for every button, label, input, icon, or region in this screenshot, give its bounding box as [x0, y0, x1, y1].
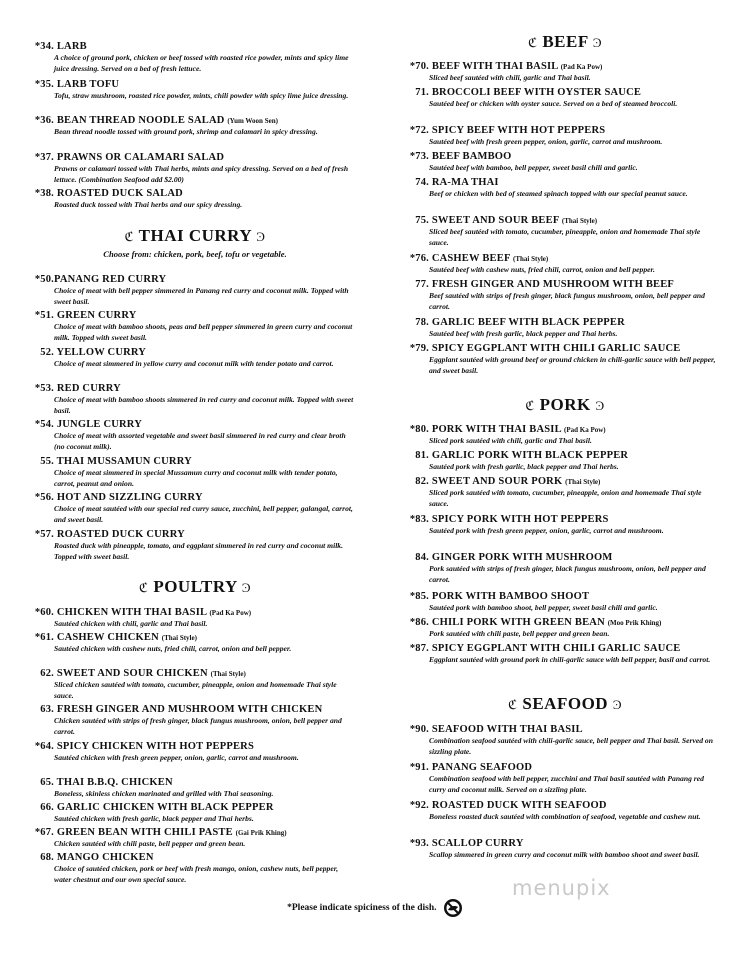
menu-item [30, 456, 360, 489]
section-heading-seafood: ℭ SEAFOOD Ͽ [508, 694, 622, 713]
no-spicy-icon [443, 898, 463, 918]
item-number: 81. [415, 450, 429, 461]
item-number: 65. [40, 777, 54, 788]
section-heading-thai-curry: ℭ THAI CURRY Ͽ [124, 226, 266, 245]
menu-item [30, 529, 360, 562]
item-number: *38. [34, 188, 54, 199]
item-description: A choice of ground pork, chicken or beef tossed with roasted rice powder, mints and spicy lime juice dressing. Served on a bed of fresh lettuce. [54, 53, 349, 73]
menu-item [405, 838, 725, 861]
item-description: Beef or chicken with bed of steamed spinach topped with our special peanut sauce. [429, 189, 688, 198]
item-description: Boneless roasted duck sautéed with combination of seafood, vegetable and cashew nut. [429, 812, 701, 821]
item-note: (Pad Ka Pow) [209, 609, 252, 617]
item-description: Sautéed beef with bamboo, bell pepper, sweet basil chili and garlic. [429, 163, 638, 172]
item-number: *90. [409, 724, 429, 735]
item-number: 71. [415, 87, 429, 98]
ornament-left-icon: ℭ [508, 697, 518, 712]
item-number: 74. [415, 177, 429, 188]
ornament-right-icon: Ͽ [595, 398, 605, 413]
item-description: Chicken sautéed with strips of fresh ginger, black fungus mushroom, onion, bell pepper and carrot. [54, 716, 342, 736]
item-number: *93. [409, 838, 429, 849]
menu-item [405, 800, 725, 823]
item-description: Sliced beef sautéed with chili, garlic and Thai basil. [429, 73, 591, 82]
item-note: (Gai Prik Khing) [235, 829, 287, 837]
item-description: Scallop simmered in green curry and coconut milk with bamboo shoot and sweet basil. [429, 850, 700, 859]
item-number: *54. [34, 419, 54, 430]
item-name: PRAWNS OR CALAMARI SALAD [56, 152, 225, 163]
item-number: 82. [415, 476, 429, 487]
item-number: *37. [34, 152, 54, 163]
item-note: (Pad Ka Pow) [564, 426, 606, 434]
item-name: JUNGLE CURRY [56, 419, 142, 430]
menu-item [30, 383, 360, 416]
item-number: *61. [34, 632, 54, 643]
item-name: SWEET AND SOUR BEEF [431, 215, 560, 226]
item-name: RA-MA THAI [431, 177, 499, 188]
item-number: *50. [34, 274, 54, 285]
item-description: Sautéed beef with cashew nuts, fried chili, carrot, onion and bell pepper. [429, 265, 655, 274]
item-name: PORK WITH THAI BASIL [431, 424, 562, 435]
item-name: BEEF BAMBOO [431, 151, 512, 162]
item-number: *60. [34, 607, 54, 618]
item-description: Eggplant sautéed with ground beef or ground chicken in chili-garlic sauce with bell pepper, and sweet basil. [429, 355, 716, 375]
item-number: 66. [40, 802, 54, 813]
item-description: Sautéed chicken with fresh green pepper, onion, garlic, carrot and mushroom. [54, 753, 299, 762]
ornament-left-icon: ℭ [124, 229, 135, 244]
menu-item [30, 741, 360, 764]
section-subtitle: Choose from: chicken, pork, beef, tofu or vegetable. [103, 249, 287, 259]
item-name: SWEET AND SOUR PORK [431, 476, 563, 487]
item-description: Pork sautéed with chili paste, bell pepper and green bean. [429, 629, 610, 638]
item-number: *80. [409, 424, 429, 435]
item-number: *70. [409, 61, 429, 72]
item-name: BEAN THREAD NOODLE SALAD [56, 115, 225, 126]
item-name: GARLIC CHICKEN WITH BLACK PEPPER [56, 802, 274, 813]
menu-item [405, 61, 725, 84]
ornament-left-icon: ℭ [525, 398, 535, 413]
item-description: Boneless, skinless chicken marinated and grilled with Thai seasoning. [54, 789, 274, 798]
menu-item [405, 643, 725, 666]
item-number: 84. [415, 552, 429, 563]
menu-item [30, 310, 360, 343]
item-name: THAI MUSSAMUN CURRY [56, 456, 192, 467]
menu-item [30, 704, 360, 737]
menu-item [30, 632, 360, 655]
item-description: Sliced pork sautéed with tomato, cucumber, pineapple, onion and homemade Thai style sauce. [429, 488, 702, 508]
item-name: SPICY BEEF WITH HOT PEPPERS [431, 125, 606, 136]
item-name: ROASTED DUCK SALAD [56, 188, 183, 199]
item-description: Pork sautéed with strips of fresh ginger, black fungus mushroom, onion, bell pepper and carrot. [429, 564, 706, 584]
item-description: Sautéed pork with bamboo shoot, bell pepper, sweet basil chili and garlic. [429, 603, 658, 612]
menu-item [405, 514, 725, 537]
menu-item [30, 777, 360, 800]
item-description: Sautéed pork with fresh green pepper, onion, garlic, carrot and mushroom. [429, 526, 664, 535]
menu-item [405, 177, 725, 200]
item-name: CASHEW BEEF [431, 253, 511, 264]
menu-item [405, 279, 725, 312]
menu-item [405, 724, 725, 757]
item-description: Sliced beef sautéed with tomato, cucumber, pineapple, onion and homemade Thai style sauce. [429, 227, 701, 247]
item-note: (Thai Style) [561, 217, 598, 225]
item-description: Sliced chicken sautéed with tomato, cucumber, pineapple, onion and homemade Thai style sauce. [54, 680, 337, 700]
menu-item [405, 617, 725, 640]
menu-item [30, 188, 360, 211]
item-note: (Pad Ka Pow) [560, 63, 603, 71]
menu-item [405, 552, 725, 585]
item-name: GINGER PORK WITH MUSHROOM [431, 552, 613, 563]
item-number: *79. [409, 343, 429, 354]
item-number: *35. [34, 79, 54, 90]
item-name: SEAFOOD WITH THAI BASIL [431, 724, 583, 735]
menu-item [30, 419, 360, 452]
item-name: SPICY PORK WITH HOT PEPPERS [431, 514, 609, 525]
item-name: LARB TOFU [56, 79, 120, 90]
menu-item [405, 87, 725, 110]
menu-item [30, 492, 360, 525]
item-number: *76. [409, 253, 429, 264]
item-name: RED CURRY [56, 383, 121, 394]
item-name: THAI B.B.Q. CHICKEN [56, 777, 173, 788]
item-description: Choice of meat with bamboo shoots, peas and bell pepper simmered in green curry and coconut milk. Topped with sweet basil. [54, 322, 353, 342]
item-number: *83. [409, 514, 429, 525]
item-description: Eggplant sautéed with ground pork in chili-garlic sauce with bell pepper, basil and carrot. [429, 655, 711, 664]
menu-item [405, 215, 725, 248]
item-name: BEEF WITH THAI BASIL [431, 61, 558, 72]
item-name: BROCCOLI BEEF WITH OYSTER SAUCE [431, 87, 642, 98]
menu-item [405, 762, 725, 795]
menu-item [405, 424, 725, 447]
item-name: SPICY EGGPLANT WITH CHILI GARLIC SAUCE [431, 643, 681, 654]
item-name: FRESH GINGER AND MUSHROOM WITH BEEF [431, 279, 675, 290]
item-description: Sliced pork sautéed with chili, garlic and Thai basil. [429, 436, 592, 445]
item-number: *91. [409, 762, 429, 773]
item-number: *57. [34, 529, 54, 540]
item-name: GARLIC PORK WITH BLACK PEPPER [431, 450, 629, 461]
item-name: CASHEW CHICKEN [56, 632, 159, 643]
menu-item [405, 591, 725, 614]
item-number: 77. [415, 279, 429, 290]
item-name: PANANG RED CURRY [54, 274, 167, 285]
menu-item [30, 152, 360, 185]
item-name: SWEET AND SOUR CHICKEN [56, 668, 208, 679]
section-heading-pork: ℭ PORK Ͽ [525, 395, 605, 414]
item-description: Sautéed beef or chicken with oyster sauce. Served on a bed of steamed broccoli. [429, 99, 678, 108]
item-description: Choice of meat simmered in special Mussamun curry and coconut milk with tender potato, carrot, peanut and onion. [54, 468, 338, 488]
item-description: Choice of meat with assorted vegetable and sweet basil simmered in red curry and clear broth (no coconut milk). [54, 431, 346, 451]
menu-item [30, 274, 360, 307]
item-name: HOT AND SIZZLING CURRY [56, 492, 203, 503]
item-description: Choice of meat with bamboo shoots simmered in red curry and coconut milk. Topped with sweet basil. [54, 395, 354, 415]
menu-item [30, 79, 360, 102]
item-number: *34. [34, 41, 54, 52]
item-number: *72. [409, 125, 429, 136]
item-description: Sautéed beef with fresh garlic, black pepper and Thai herbs. [429, 329, 618, 338]
item-name: MANGO CHICKEN [56, 852, 154, 863]
item-number: *53. [34, 383, 54, 394]
item-number: 78. [415, 317, 429, 328]
item-description: Combination seafood with bell pepper, zucchini and Thai basil sautéed with Panang red curry and coconut milk. Served on a sizzling plate. [429, 774, 704, 794]
item-note: (Moo Prik Khing) [607, 619, 662, 627]
item-number: *86. [409, 617, 429, 628]
menu-item [405, 317, 725, 340]
menu-item [30, 827, 360, 850]
item-description: Choice of sautéed chicken, pork or beef with fresh mango, onion, cashew nuts, bell pepper, water chestnut and our own special sauce. [54, 864, 339, 884]
item-name: GARLIC BEEF WITH BLACK PEPPER [431, 317, 625, 328]
section-heading-poultry: ℭ POULTRY Ͽ [138, 577, 252, 596]
menu-item [405, 343, 725, 376]
ornament-left-icon: ℭ [138, 580, 149, 595]
menu-item [30, 41, 360, 74]
item-name: ROASTED DUCK CURRY [56, 529, 185, 540]
item-description: Roasted duck tossed with Thai herbs and our spicy dressing. [54, 200, 243, 209]
item-number: *73. [409, 151, 429, 162]
item-number: 63. [40, 704, 54, 715]
menu-item [30, 115, 360, 138]
item-name: SCALLOP CURRY [431, 838, 524, 849]
item-number: *67. [34, 827, 54, 838]
item-number: 75. [415, 215, 429, 226]
ornament-right-icon: Ͽ [612, 697, 622, 712]
item-description: Choice of meat with bell pepper simmered in Panang red curry and coconut milk. Topped with sweet basil. [54, 286, 349, 306]
item-description: Sautéed chicken with fresh garlic, black pepper and Thai herbs. [54, 814, 254, 823]
item-name: FRESH GINGER AND MUSHROOM WITH CHICKEN [56, 704, 323, 715]
item-number: *92. [409, 800, 429, 811]
menu-item [405, 125, 725, 148]
item-description: Roasted duck with pineapple, tomato, and eggplant simmered in red curry and coconut milk. Topped with sweet basil. [54, 541, 344, 561]
menu-item [30, 347, 360, 370]
item-name: CHICKEN WITH THAI BASIL [56, 607, 207, 618]
item-number: *51. [34, 310, 54, 321]
item-description: Bean thread noodle tossed with ground pork, shrimp and calamari in spicy dressing. [54, 127, 318, 136]
item-number: *56. [34, 492, 54, 503]
item-name: CHILI PORK WITH GREEN BEAN [431, 617, 605, 628]
item-name: PANANG SEAFOOD [431, 762, 533, 773]
item-note: (Thai Style) [161, 634, 197, 642]
item-number: 62. [40, 668, 54, 679]
item-note: (Thai Style) [565, 478, 601, 486]
item-description: Choice of meat sautéed with our special red curry sauce, zucchini, bell pepper, galangal, carrot, and sweet basil. [54, 504, 353, 524]
item-description: Choice of meat simmered in yellow curry and coconut milk with tender potato and carrot. [54, 359, 334, 368]
footer-note [0, 898, 750, 918]
item-number: *64. [34, 741, 54, 752]
item-description: Sautéed chicken with cashew nuts, fried chili, carrot, onion and bell pepper. [54, 644, 292, 653]
item-name: YELLOW CURRY [56, 347, 147, 358]
ornament-right-icon: Ͽ [592, 35, 603, 50]
item-name: GREEN BEAN WITH CHILI PASTE [56, 827, 233, 838]
menu-item [30, 852, 360, 885]
item-description: Combination seafood sautéed with chili-garlic sauce, bell pepper and Thai basil. Served on sizzling plate. [429, 736, 713, 756]
menu-item [30, 668, 360, 701]
section-heading-beef: ℭ BEEF Ͽ [527, 32, 603, 51]
item-note: (Thai Style) [210, 670, 246, 678]
item-description: Sautéed beef with fresh green pepper, onion, garlic, carrot and mushroom. [429, 137, 663, 146]
ornament-right-icon: Ͽ [241, 580, 252, 595]
item-description: Beef sautéed with strips of fresh ginger, black fungus mushroom, onion, bell pepper and carrot. [429, 291, 705, 311]
item-description: Chicken sautéed with chili paste, bell pepper and green bean. [54, 839, 246, 848]
item-description: Sautéed pork with fresh garlic, black pepper and Thai herbs. [429, 462, 619, 471]
item-description: Prawns or calamari tossed with Thai herbs, mints and spicy dressing. Served on a bed of fresh lettuce. (Combination Seafood add $2.00) [54, 164, 349, 184]
ornament-right-icon: Ͽ [256, 229, 266, 244]
item-description: Sautéed chicken with chili, garlic and Thai basil. [54, 619, 208, 628]
item-note: (Yum Woon Sen) [227, 117, 278, 125]
menu-item [405, 253, 725, 276]
watermark: menupix [512, 876, 611, 900]
menu-item [405, 476, 725, 509]
item-name: SPICY EGGPLANT WITH CHILI GARLIC SAUCE [431, 343, 681, 354]
menu-item [405, 151, 725, 174]
item-name: GREEN CURRY [56, 310, 137, 321]
item-number: *85. [409, 591, 429, 602]
menu-item [30, 607, 360, 630]
item-name: ROASTED DUCK WITH SEAFOOD [431, 800, 607, 811]
item-name: SPICY CHICKEN WITH HOT PEPPERS [56, 741, 255, 752]
item-description: Tofu, straw mushroom, roasted rice powder, mints, chili powder with spicy lime juice dressing. [54, 91, 349, 100]
item-name: PORK WITH BAMBOO SHOOT [431, 591, 590, 602]
footer-text: *Please indicate spiciness of the dish. [287, 903, 437, 914]
item-note: (Thai Style) [513, 255, 549, 263]
ornament-left-icon: ℭ [527, 35, 538, 50]
item-number: 55. [40, 456, 54, 467]
menu-item [405, 450, 725, 473]
item-number: 68. [40, 852, 54, 863]
item-number: *87. [409, 643, 429, 654]
item-number: *36. [34, 115, 54, 126]
item-name: LARB [56, 41, 87, 52]
item-number: 52. [40, 347, 54, 358]
menu-item [30, 802, 360, 825]
